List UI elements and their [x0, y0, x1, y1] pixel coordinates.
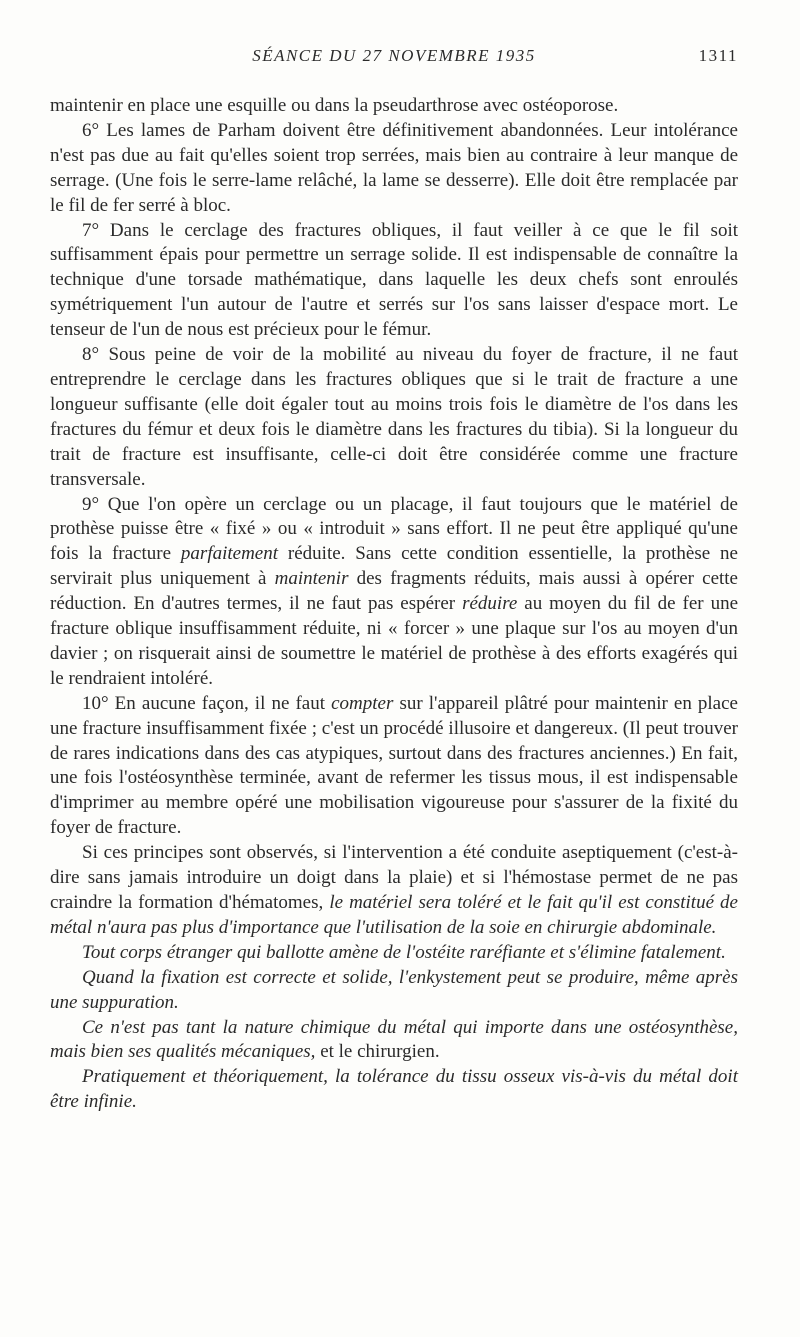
- body-text: [50, 94, 738, 1115]
- paragraph-fixation: Quand la fixation est correcte et solide, l'enkystement peut se produire, même après une suppuration.: [50, 966, 738, 1013]
- emphasis-run: compter: [331, 692, 394, 714]
- text-run: sur l'appareil plâtré pour maintenir en place une fracture insuffisamment fixée ; c'est un procédé illusoire et dangereux. (Il peut trouver de rares indications dans des cas atypiques, surtout dans des fractures anciennes.) En fait, une fois l'ostéosynthèse terminée, avant de refermer les tissus mous, il est indispensable d'imprimer au membre opéré une mobilisation vigoureuse pour s'assurer de la fixité du foyer de fracture.: [50, 692, 738, 839]
- emphasis-run: parfaitement: [180, 543, 279, 565]
- emphasis-run: réduire: [462, 593, 518, 615]
- emphasis-run: le matériel sera toléré et le fait qu'il est constitué de métal n'aura pas plus d'importance que l'utilisation de la soie en chirurgie abdominale.: [50, 892, 738, 938]
- page-number: 1311: [698, 46, 738, 65]
- text-run: Si ces principes sont observés, si l'intervention a été conduite aseptiquement (c'est-à-dire sans jamais introduire un doigt dans la plaie) et si l'hémostase permet de ne pas craindre la formation d'hématomes,: [50, 842, 738, 913]
- paragraph-point-8: 8° Sous peine de voir de la mobilité au niveau du foyer de fracture, il ne faut entreprendre le cerclage dans les fractures obliques que si le trait de fracture a une longueur suffisante (elle doit égaler tout au moins trois fois le diamètre de l'os dans les fractures du fémur et deux fois le diamètre dans les fractures du tibia). Si la longueur du trait de fracture est insuffisante, celle-ci doit être considérée comme une fracture transversale.: [50, 344, 738, 490]
- paragraph-chemistry: [50, 1016, 738, 1066]
- paragraph-point-10: [50, 692, 738, 841]
- paragraph-point-9: [50, 493, 738, 692]
- text-run: des fragments réduits, mais aussi à opérer cette réduction. En d'autres termes, il ne faut pas espérer: [50, 568, 738, 615]
- paragraph-point-6: 6° Les lames de Parham doivent être définitivement abandonnées. Leur intolérance n'est pas due au fait qu'elles soient trop serrées, mais bien au contraire à leur manque de serrage. (Une fois le serre-lame relâché, la lame se desserre). Elle doit être remplacée par le fil de fer serré à bloc.: [50, 119, 738, 216]
- paragraph-foreign-body: Tout corps étranger qui ballotte amène de l'ostéite raréfiante et s'élimine fatalement.: [82, 941, 726, 963]
- paragraph-tolerance: Pratiquement et théoriquement, la tolérance du tissu osseux vis-à-vis du métal doit être infinie.: [50, 1066, 738, 1113]
- text-run: 9° Que l'on opère un cerclage ou un placage, il faut toujours que le matériel de prothèse puisse être « fixé » ou « introduit » sans effort. Il ne peut être appliqué qu'une fois la fracture: [50, 493, 738, 565]
- emphasis-run: maintenir: [274, 568, 349, 590]
- text-run: réduite. Sans cette condition essentielle, la prothèse ne servirait plus uniquement à: [50, 543, 738, 590]
- paragraph-continuation: maintenir en place une esquille ou dans la pseudarthrose avec ostéoporose.: [50, 95, 619, 116]
- page-header-title: SÉANCE DU 27 NOVEMBRE 1935: [252, 46, 536, 65]
- paragraph-point-7: 7° Dans le cerclage des fractures obliques, il faut veiller à ce que le fil soit suffisamment épais pour permettre un serrage solide. Il est indispensable de connaître la technique d'une torsade mathématique, dans laquelle les deux chefs sont enroulés symétriquement l'un autour de l'autre et serrés sur l'os sans laisser d'espace mort. Le tenseur de l'un de nous est précieux pour le fémur.: [50, 219, 738, 341]
- text-run: et le chirurgien.: [315, 1041, 440, 1063]
- running-head: [50, 46, 738, 74]
- emphasis-run: Ce n'est pas tant la nature chimique du métal qui importe dans une ostéosynthèse, mais bien ses qualités mécaniques,: [50, 1016, 738, 1063]
- text-run: au moyen du fil de fer une fracture oblique insuffisamment réduite, ni « forcer » une plaque sur l'os au moyen d'un davier ; on risquerait ainsi de soumettre le matériel de prothèse à des efforts exagérés qui le rendraient intoléré.: [50, 593, 738, 689]
- text-run: 10° En aucune façon, il ne faut: [82, 692, 332, 714]
- paragraph-principles: [50, 841, 738, 941]
